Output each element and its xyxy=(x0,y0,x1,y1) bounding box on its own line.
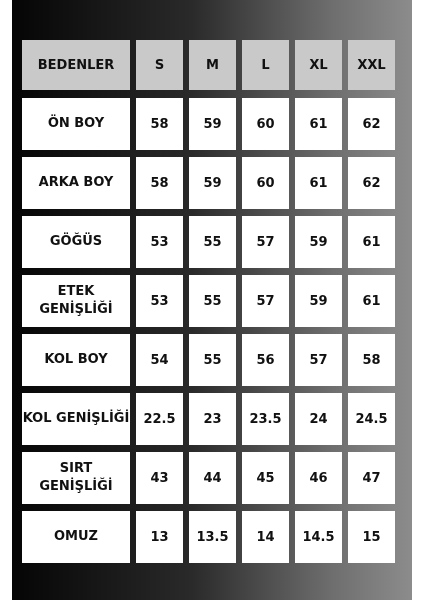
table-cell: 59 xyxy=(295,275,342,327)
header-cell-l: L xyxy=(242,40,289,90)
row-label-sirt-genisligi: SIRT GENİŞLİĞİ xyxy=(22,452,130,504)
row-label-etek-genisligi: ETEK GENİŞLİĞİ xyxy=(22,275,130,327)
table-cell: 47 xyxy=(348,452,395,504)
table-cell: 22.5 xyxy=(136,393,183,445)
row-label-on-boy: ÖN BOY xyxy=(22,98,130,150)
row-label-gogus: GÖĞÜS xyxy=(22,216,130,268)
size-chart-table xyxy=(22,40,395,570)
table-cell: 60 xyxy=(242,98,289,150)
table-cell: 15 xyxy=(348,511,395,563)
table-cell: 55 xyxy=(189,334,236,386)
table-cell: 24 xyxy=(295,393,342,445)
table-cell: 57 xyxy=(242,275,289,327)
table-cell: 43 xyxy=(136,452,183,504)
table-cell: 56 xyxy=(242,334,289,386)
table-cell: 55 xyxy=(189,216,236,268)
header-cell-m: M xyxy=(189,40,236,90)
table-cell: 53 xyxy=(136,275,183,327)
table-cell: 61 xyxy=(295,98,342,150)
table-cell: 23.5 xyxy=(242,393,289,445)
row-label-kol-boy: KOL BOY xyxy=(22,334,130,386)
table-cell: 59 xyxy=(295,216,342,268)
table-cell: 55 xyxy=(189,275,236,327)
table-cell: 14.5 xyxy=(295,511,342,563)
table-cell: 24.5 xyxy=(348,393,395,445)
table-cell: 58 xyxy=(136,157,183,209)
table-cell: 59 xyxy=(189,98,236,150)
header-cell-xxl: XXL xyxy=(348,40,395,90)
table-cell: 62 xyxy=(348,157,395,209)
table-cell: 45 xyxy=(242,452,289,504)
table-cell: 62 xyxy=(348,98,395,150)
table-cell: 59 xyxy=(189,157,236,209)
header-cell-xl: XL xyxy=(295,40,342,90)
table-cell: 14 xyxy=(242,511,289,563)
table-cell: 61 xyxy=(348,275,395,327)
header-cell-s: S xyxy=(136,40,183,90)
table-cell: 61 xyxy=(348,216,395,268)
table-cell: 58 xyxy=(136,98,183,150)
table-cell: 57 xyxy=(242,216,289,268)
header-cell-bedenler: BEDENLER xyxy=(22,40,130,90)
table-cell: 53 xyxy=(136,216,183,268)
table-cell: 13.5 xyxy=(189,511,236,563)
table-cell: 46 xyxy=(295,452,342,504)
table-cell: 13 xyxy=(136,511,183,563)
table-cell: 61 xyxy=(295,157,342,209)
table-cell: 54 xyxy=(136,334,183,386)
row-label-arka-boy: ARKA BOY xyxy=(22,157,130,209)
table-cell: 58 xyxy=(348,334,395,386)
table-cell: 23 xyxy=(189,393,236,445)
table-cell: 44 xyxy=(189,452,236,504)
row-label-omuz: OMUZ xyxy=(22,511,130,563)
row-label-kol-genisligi: KOL GENİŞLİĞİ xyxy=(22,393,130,445)
table-cell: 57 xyxy=(295,334,342,386)
table-cell: 60 xyxy=(242,157,289,209)
